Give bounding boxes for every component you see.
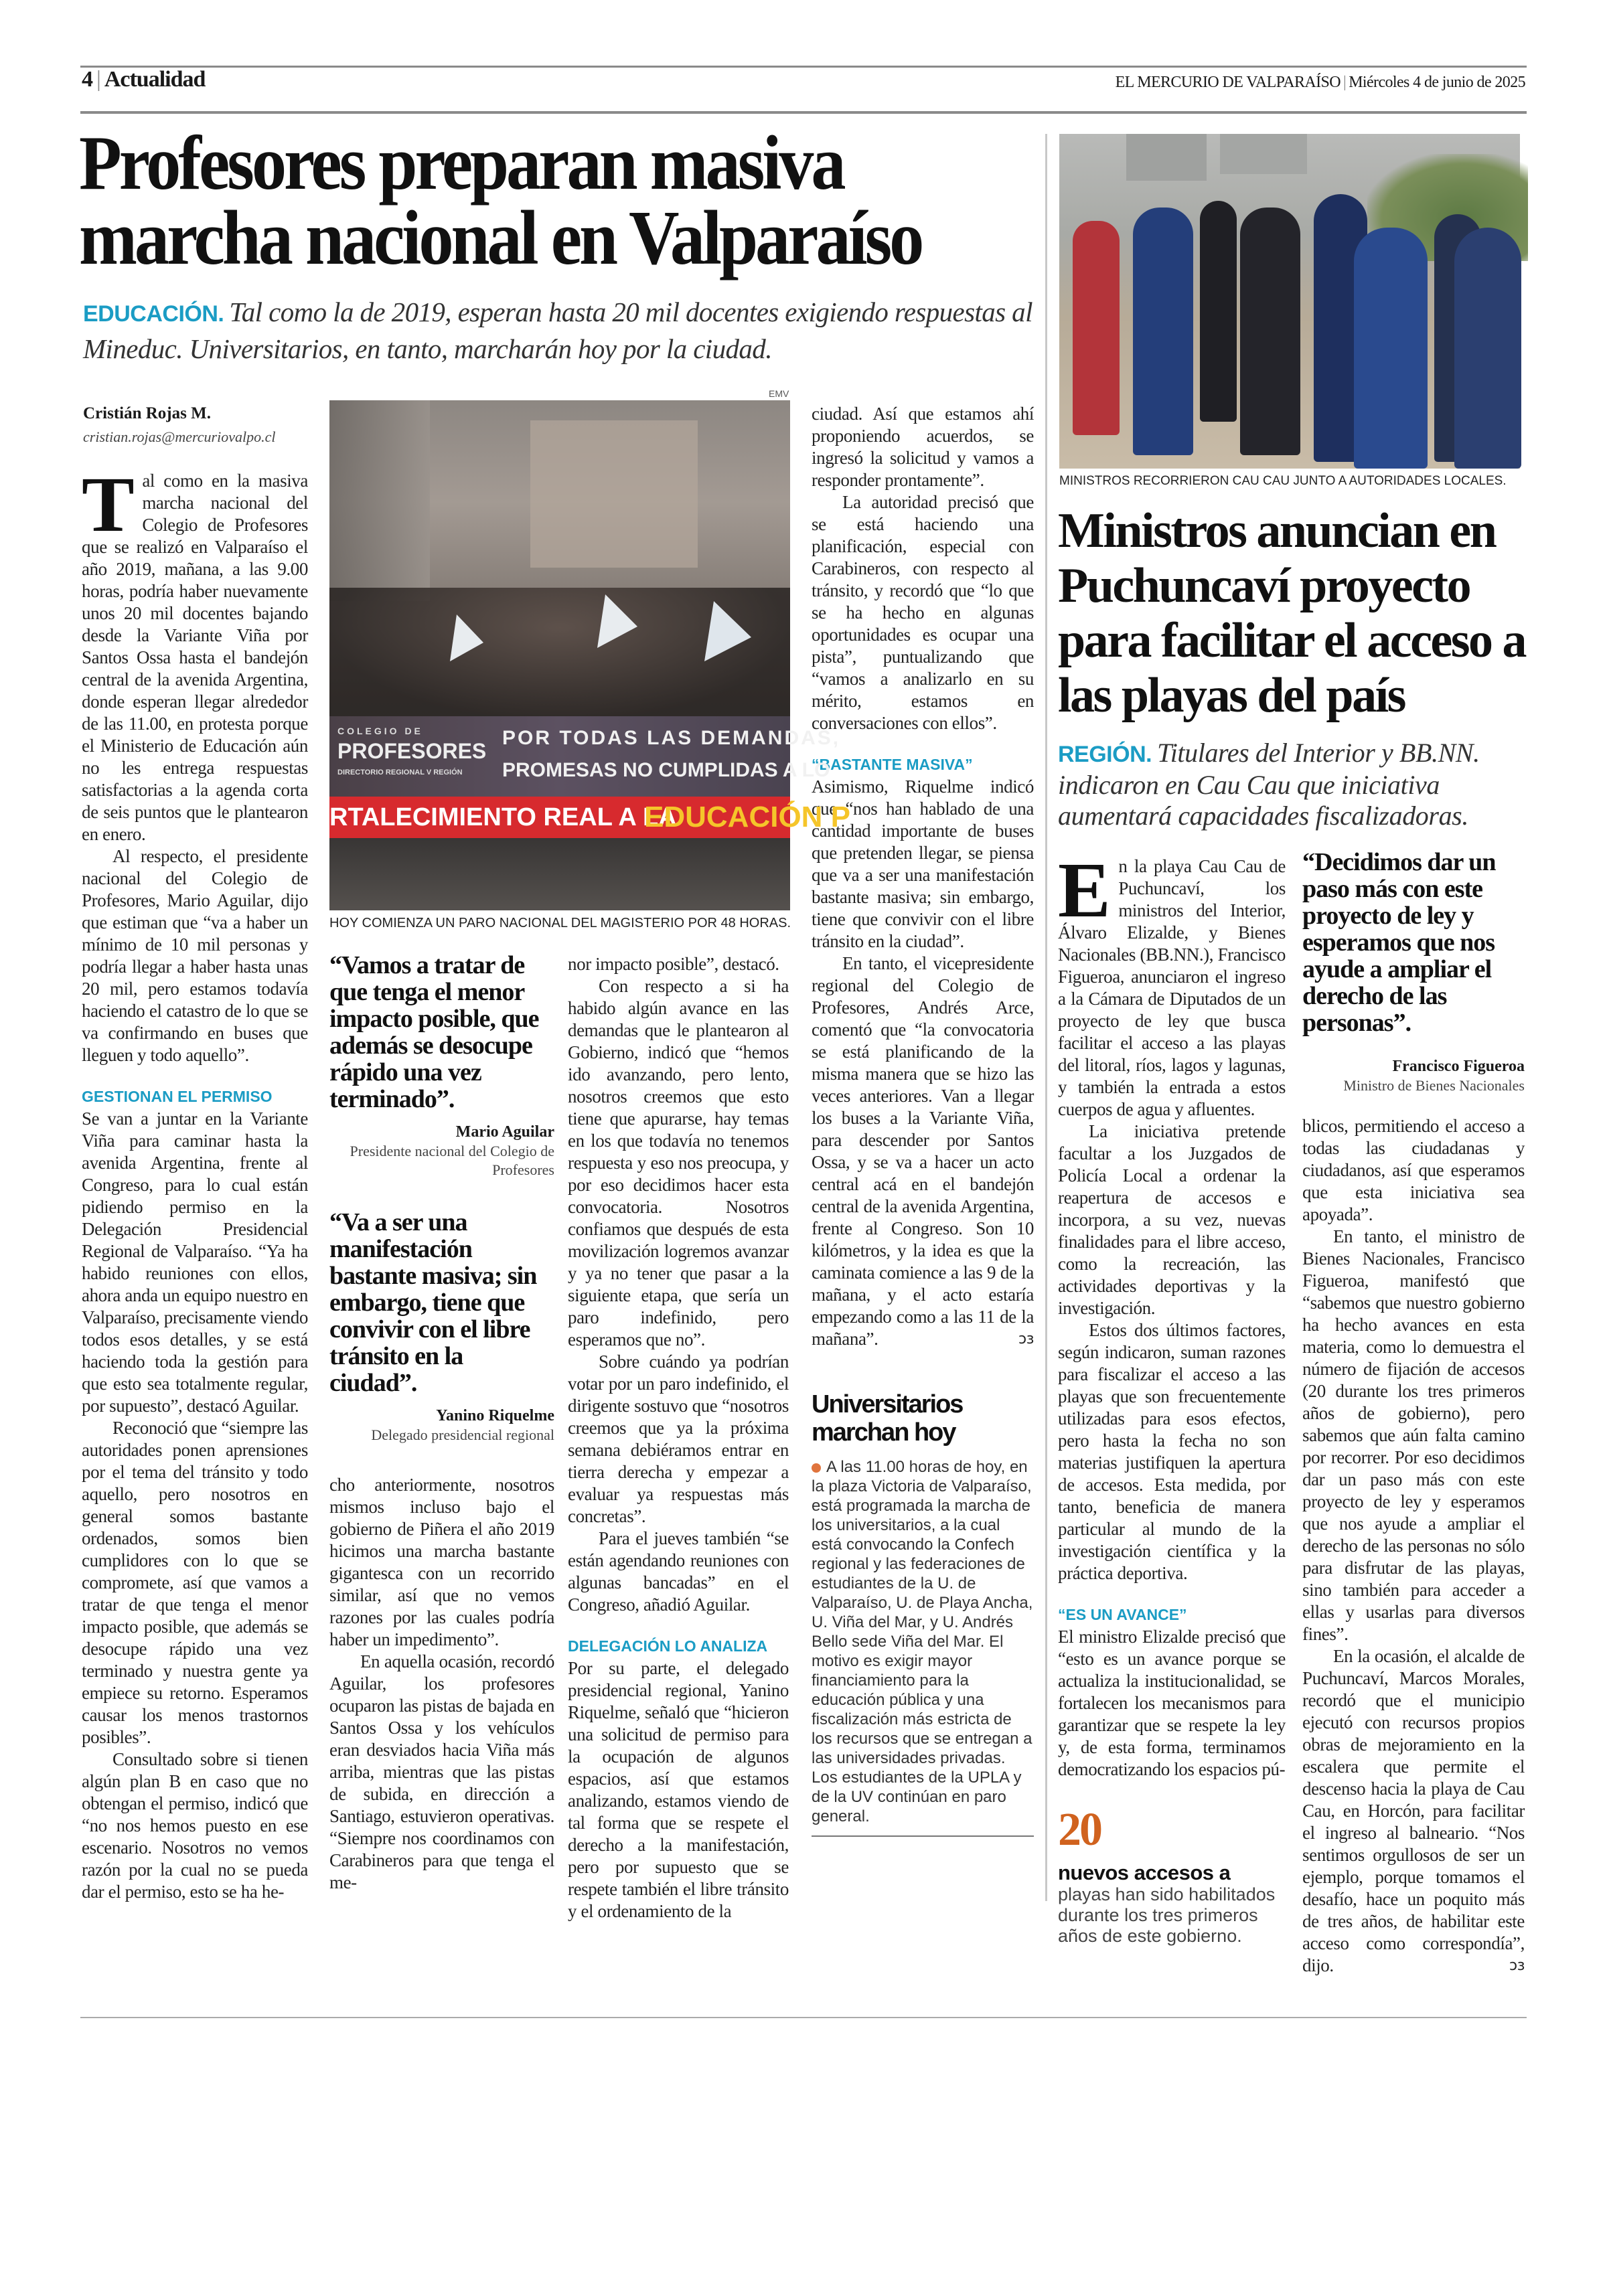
subhead: GESTIONAN EL PERMISO	[82, 1088, 273, 1105]
paragraph: En tanto, el vicepresidente regional del Colegio de Profesores, Andrés Arce, comentó que “la convocatoria se está planificando de la misma manera que se hizo las veces anteriores. Van a llegar los buses a la Variante Viña, para descender por Santos Ossa, y se va a hacer un acto central acá en el bandejón central de la avenida Argentina, frente al Congreso. Son 10 kilómetros, y la idea es que la caminata comience a las 9 de la mañana, y el acto estaría empezando como a las 11 de la mañana”. ↄɜ	[812, 953, 1034, 1349]
sidebar-text	[812, 1457, 1034, 1826]
photo-caption: HOY COMIENZA UN PARO NACIONAL DEL MAGISTERIO POR 48 HORAS.	[329, 916, 791, 930]
paragraph: Para el jueves también “se están agendando reuniones con algunas bancadas” en el Congreso, añadió Aguilar.	[568, 1528, 789, 1615]
paragraph: Estos dos últimos factores, según indicaron, suman razones para fiscalizar el acceso a las playas que son frecuentemente utilizadas para esos efectos, pero hasta la fecha no son materias justifiquen la apertura de accesos. Esta medida, por tanto, beneficia de manera particular al mundo de la investigación científica y la práctica deportiva.	[1058, 1320, 1286, 1583]
quote-author-role: Delegado presidencial regional	[371, 1426, 554, 1443]
drop-cap: E	[1058, 846, 1111, 934]
paragraph: Reconoció que “siempre las autoridades ponen aprensiones por el tema del tránsito y todo aquello, pero nosotros en general somos bastante ordenados, somos bien cumplidores con lo que se compromete, así que vamos a tratar de que tenga el menor impacto posible, que además se desocupe rápido una vez terminado y nuestra gente ya empiece su retorno. Esperamos causar los menos trastornos posibles”.	[82, 1418, 308, 1747]
paragraph: La autoridad precisó que se está haciendo una planificación, especial con Carabineros, con respecto al tránsito, y recordó que “lo que se ha hecho en algunas oportunidades es ocupar una pista”, puntualizando que “vamos a analizarlo en su mérito, estamos en conversaciones con ellos”.	[812, 492, 1034, 733]
paragraph: En la playa Cau Cau de Puchuncaví, los ministros del Interior, Álvaro Elizalde, y Bienes Nacionales (BB.NN.), Francisco Figueroa, anunciaron el ingreso a la Cámara de Diputados de un proyecto de ley que busca facilitar el acceso a las playas del litoral, ríos, lagos y lagunas, y también la entrada a estos cuerpos de agua y afluentes.	[1058, 846, 1286, 1119]
page-number: 4	[82, 67, 92, 92]
paragraph: El ministro Elizalde precisó que “esto es un avance porque se actualiza la institucionalidad, se fortalecen los mecanismos para garantizar que se respete la ley y, de esta forma, terminamos democratizando los espacios pú-	[1058, 1627, 1286, 1779]
banner-text: COLEGIO DE	[337, 726, 423, 736]
paragraph: Por su parte, el delegado presidencial regional, Yanino Riquelme, señaló que “hicieron una solicitud de permiso para la ocupación de algunos espacios, así que estamos analizando, estamos viendo de tal forma que se respete el derecho a la manifestación, pero por supuesto que se respete también el libre tránsito y el ordenamiento de la	[568, 1658, 789, 1921]
person-red-jacket	[1073, 221, 1120, 435]
person-blue-jacket	[1354, 228, 1428, 469]
paragraph: cho anteriormente, nosotros mismos incluso bajo el gobierno de Piñera el año 2019 hicimos una marcha bastante gigantesca con un recorrido similar, así que no vemos razones por las cuales podría haber un impedimento”.	[329, 1475, 554, 1649]
paragraph: Se van a juntar en la Variante Viña para caminar hasta la avenida Argentina, frente al Congreso, para lo cual están pidiendo permiso en la Delegación Presidencial Regional de Valparaíso. “Ya ha habido reuniones con ellos, ahora anda un equipo nuestro en Valparaíso, precisamente viendo todos esos detalles, y se está haciendo toda la gestión para que esto sea totalmente regular, por supuesto”, destacó Aguilar.	[82, 1109, 308, 1416]
person-coat	[1240, 208, 1300, 455]
article-deck	[1058, 738, 1527, 831]
body-column-3	[568, 953, 789, 1922]
person-blue-jacket	[1454, 228, 1521, 469]
article-headline	[79, 120, 922, 281]
banner-text: PROMESAS NO CUMPLIDAS A LO	[502, 759, 830, 781]
drop-cap: T	[82, 461, 135, 548]
pull-quote: “Va a ser una manifestación bastante masiva; sin embargo, tiene que convivir con el libre tránsito en la ciudad”.	[329, 1208, 537, 1397]
quote-author-role: Presidente nacional del Colegio de Profesores	[350, 1143, 554, 1178]
photo-caption: MINISTROS RECORRIERON CAU CAU JUNTO A AUTORIDADES LOCALES.	[1059, 474, 1507, 488]
person-dark-suit	[1200, 201, 1237, 422]
bullet-icon	[812, 1463, 821, 1473]
paragraph: En la ocasión, el alcalde de Puchuncaví, Marcos Morales, recordó que el municipio ejecutó con recursos propios obras de mejoramiento en la escalera que permite el descenso hacia la playa de Cau Cau, en Horcón, para facilitar el ingreso al balneario. “Nos sentimos orgullosos de ser un ejemplo, porque tomamos el desafío, hace un poquito más de tres años, de habilitar este acceso como correspondía”, dijo. ↄɜ	[1302, 1646, 1525, 1975]
banner-text: POR TODAS LAS DEMANDAS,	[502, 727, 841, 749]
article-deck	[83, 295, 1034, 366]
body-column-5	[1058, 846, 1286, 1781]
banner-text: RTALECIMIENTO REAL A LA	[329, 803, 677, 831]
headline-line: marcha nacional en Valparaíso	[79, 195, 922, 281]
column-divider	[1045, 134, 1047, 1901]
body-column-2	[329, 1474, 554, 1894]
paragraph: La iniciativa pretende facultar a los Juzgados de Policía Local a ordenar la reapertura de accesos e incorpora, a su vez, nuevas finalidades para el libre acceso, como la recreación, las actividades deportivas y la investigación.	[1058, 1121, 1286, 1318]
quotes-and-column-2	[329, 952, 554, 1894]
bottom-rule	[80, 2017, 1527, 2018]
section-name: Actualidad	[104, 67, 206, 92]
paragraph: nor impacto posible”, destacó.	[568, 954, 779, 974]
article-headline: Ministros anuncian en Puchuncaví proyecto para facilitar el acceso a las playas del país	[1058, 503, 1526, 723]
article2-column-a	[1058, 846, 1286, 1947]
kicker: REGIÓN.	[1058, 742, 1152, 767]
person-blue-jacket	[1133, 208, 1193, 455]
paragraph: Al respecto, el presidente nacional del Colegio de Profesores, Mario Aguilar, dijo que estiman que “va a haber un mínimo de 10 mil personas y podría llegar a haber hasta unas 20 mil, pero estamos todavía haciendo el catastro de lo que se va confirmando en buses que lleguen y todo aquello”.	[82, 846, 308, 1065]
banner-text: PROFESORES	[337, 739, 487, 763]
paper-date: EL MERCURIO DE VALPARAÍSO | Miércoles 4 de junio de 2025	[1115, 74, 1525, 91]
photo-credit: EMV	[769, 388, 789, 399]
paragraph: En aquella ocasión, recordó Aguilar, los profesores ocuparon las pistas de bajada en Santos Ossa y los vehículos eran desviados hacia Viña más arriba, mientras que las pistas de subida, en dirección a Santiago, estuvieron operativas. “Siempre nos coordinamos con Carabineros para que tenga el me-	[329, 1651, 554, 1892]
issue-date: Miércoles 4 de junio de 2025	[1349, 74, 1525, 91]
banner-text: DIRECTORIO REGIONAL V REGIÓN	[337, 768, 463, 776]
paragraph: blicos, permitiendo el acceso a todas las ciudadanas y ciudadanos, así que esperamos que esta iniciativa sea apoyada”.	[1302, 1116, 1525, 1224]
banner-text: EDUCACIÓN P	[644, 801, 851, 833]
sidebar-rule	[812, 1835, 1034, 1837]
body-column-1	[82, 461, 308, 1903]
column-4-and-sidebar	[812, 403, 1034, 1837]
paragraph: Tal como en la masiva marcha nacional del Colegio de Profesores que se realizó en Valparaíso el año 2019, mañana, a las 9.00 horas, podría haber nuevamente unos 20 mil docentes bajando desde la Variante Viña por Santos Ossa hasta el bandejón central de la avenida Argentina, donde esperan llegar alrededor de las 11.00, en protesta porque el Ministerio de Educación aún no les entrega respuestas satisfactorias a la agenda corta de seis puntos que le plantearon en enero.	[82, 461, 308, 844]
building	[1126, 134, 1207, 181]
crowd	[329, 588, 790, 722]
deck-text: Tal como la de 2019, esperan hasta 20 mil docentes exigiendo respuestas al Mineduc. Universitarios, en tanto, marcharán hoy por la ciudad.	[83, 297, 1032, 364]
paragraph: Sobre cuándo ya podrían votar por un paro indefinido, el dirigente sostuvo que “nosotros creemos que ya la próxima semana debiéramos entrar en tierra derecha y empezar a evaluar ya respuestas más concretas”.	[568, 1351, 789, 1526]
header-rule	[80, 111, 1527, 114]
subhead: “ES UN AVANCE”	[1058, 1606, 1187, 1623]
sidebar-title-line: marchan hoy	[812, 1418, 955, 1447]
stat-text	[1058, 1862, 1286, 1947]
sidebar-body: A las 11.00 horas de hoy, en la plaza Victoria de Valparaíso, está programada la marcha de los universitarios, a la cual está convocando la Confech regional y las federaciones de estudiantes de la U. de Valparaíso, U. de Playa Ancha, U. Viña del Mar, y U. Andrés Bello sede Viña del Mar. El motivo es exigir mayor financiamiento para la educación pública y una fiscalización más estricta de los recursos que se entregan a las universidades privadas. Los estudiantes de la UPLA y de la UV continúan en paro general.	[812, 1458, 1033, 1825]
body-column-4	[812, 403, 1034, 1350]
subhead: DELEGACIÓN LO ANALIZA	[568, 1637, 768, 1655]
kicker: EDUCACIÓN.	[83, 301, 224, 327]
march-photo	[329, 400, 851, 910]
stat-lead: nuevos accesos a	[1058, 1861, 1231, 1884]
sidebar-title-line: Universitarios	[812, 1390, 963, 1418]
quote-author: Francisco Figueroa	[1392, 1058, 1525, 1075]
article2-body	[1058, 503, 1527, 1977]
banner-red	[329, 797, 851, 838]
paragraph: ciudad. Así que estamos ahí proponiendo acuerdos, se ingresó la solicitud y vamos a responder prontamente”.	[812, 404, 1034, 490]
paragraph: Asimismo, Riquelme indicó que “nos han hablado de una cantidad importante de buses que pretenden llegar, se piensa que va a ser una manifestación bastante masiva; sin embargo, tiene que convivir con el libre tránsito en la ciudad”.	[812, 776, 1034, 951]
byline: Cristián Rojas M.	[83, 404, 211, 422]
stat-body: playas han sido habilitados durante los tres primeros años de este gobierno.	[1058, 1884, 1276, 1946]
paper-name: EL MERCURIO DE VALPARAÍSO	[1115, 74, 1341, 91]
article2-column-b	[1302, 849, 1525, 1977]
body-column-6	[1302, 1115, 1525, 1977]
quote-author: Mario Aguilar	[455, 1123, 554, 1141]
top-rule	[80, 66, 1527, 68]
quote-author: Yanino Riquelme	[436, 1407, 554, 1424]
end-mark-icon: ↄɜ	[1509, 1957, 1525, 1974]
banner	[329, 716, 841, 797]
end-mark-icon: ↄɜ	[1018, 1331, 1034, 1347]
subhead: “BASTANTE MASIVA”	[812, 756, 973, 773]
paragraph: Consultado sobre si tienen algún plan B en caso que no obtengan el permiso, indicó que “no nos hemos puesto en ese escenario. Nosotros no vemos razón por la cual no se pueda dar el permiso, esto se ha he-	[82, 1749, 308, 1902]
paragraph: Con respecto a si ha habido algún avance en las demandas que le plantearon al Gobierno, indicó que “hemos ido avanzando, pero lento, nosotros creemos que esto tiene que apurarse, hay temas en los que todavía no tenemos respuesta y eso nos preocupa, y por eso decidimos hacer esta convocatoria. Nosotros confiamos que después de esta movilización logremos avanzar y ya no tener que pasar a la siguiente etapa, que sería un paro indefinido, pero esperamos que no”.	[568, 976, 789, 1349]
ministers-photo	[1059, 134, 1520, 469]
deck-text: Titulares del Interior y BB.NN. indicaron en Cau Cau que iniciativa aumentará capacidades fiscalizadoras.	[1058, 738, 1480, 831]
pull-quote: “Decidimos dar un paso más con este proyecto de ley y esperamos que nos ayude a ampliar el derecho de las personas”.	[1302, 848, 1496, 1037]
building-left	[329, 400, 430, 601]
page-section: 4 | Actualidad	[82, 67, 206, 92]
building	[1220, 134, 1307, 174]
headline-line: Profesores preparan masiva	[79, 120, 844, 206]
paragraph: En tanto, el ministro de Bienes Nacionales, Francisco Figueroa, manifestó que “sabemos que nuestro gobierno ha hecho avances en esta materia, como lo demuestra el número de fijación de accesos (20 durante los tres primeros años de gobierno), pero sabemos que aún falta camino por recorrer. Por eso decidimos dar un paso más con este proyecto de ley y esperamos que nos ayude a ampliar el derecho de las personas no sólo para disfrutar de las playas, sino también para acceder a ellas y usarlas para diversos fines”.	[1302, 1226, 1525, 1644]
building-center	[530, 420, 698, 568]
article2-columns	[1058, 846, 1527, 1977]
stat-number: 20	[1058, 1804, 1101, 1856]
sidebar-title	[812, 1390, 1034, 1447]
quote-author-role: Ministro de Bienes Nacionales	[1343, 1077, 1525, 1094]
author-email: cristian.rojas@mercuriovalpo.cl	[83, 428, 276, 445]
pull-quote: “Vamos a tratar de que tenga el menor impacto posible, que además se desocupe rápido una vez terminado”.	[329, 951, 539, 1113]
